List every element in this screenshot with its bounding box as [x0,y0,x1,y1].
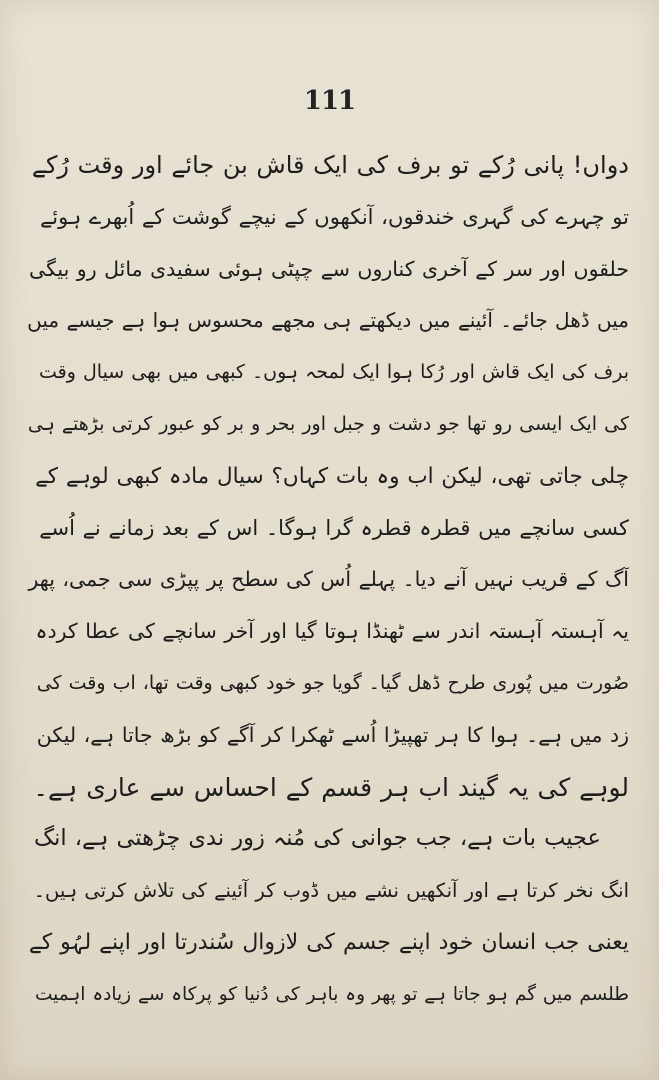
text-line: یہ آہستہ آہستہ اندر سے ٹھنڈا ہوتا گیا اور آخر سانچے کی عطا کردہ [35,619,629,644]
text-line: انگ نخر کرتا ہے اور آنکھیں نشے میں ڈوب کر آئینے کی تلاش کرتی ہیں۔ [33,879,629,903]
text-line: کی ایک ایسی رو تھا جو دشت و جبل اور بحر و بر کو عبور کرتی بڑھتے ہی [27,412,629,435]
text-line: یعنی جب انسان خود اپنے جسم کی لازوال سُندرتا اور اپنے لہُو کے [28,929,629,955]
text-line: زد میں ہے۔ ہوا کا ہر تھپیڑا اُسے ٹھکرا کر آگے کو بڑھ جاتا ہے، لیکن [36,722,629,747]
text-line: دواں! پانی رُکے تو برف کی ایک قاش بن جائے اور وقت رُکے [31,151,629,179]
text-line: لوہے کی یہ گیند اب ہر قسم کے احساس سے عاری ہے۔ [33,772,629,802]
text-line: طلسم میں گم ہو جاتا ہے تو پھر وہ باہر کی دُنیا کو پرکاہ سے زیادہ اہمیت [35,983,629,1005]
text-line: حلقوں اور سر کے آخری کناروں سے چپٹی ہوئی سفیدی مائل رو بیگی [28,256,629,281]
text-line: برف کی ایک قاش اور رُکا ہوا ایک لمحہ ہوں۔ کبھی میں بھی سیال وقت [39,361,629,384]
text-line: کسی سانچے میں قطرہ قطرہ گرا ہوگا۔ اس کے بعد زمانے نے اُسے [39,515,629,540]
text-line: تو چہرے کی گہری خندقوں، آنکھوں کے نیچے گوشت کے اُبھرے ہوئے [39,204,629,229]
paragraph-start-line: عجیب بات ہے، جب جوانی کی مُنہ زور ندی چڑھتی ہے، انگ [33,825,601,852]
text-line: صُورت میں پُوری طرح ڈھل گیا۔ گویا جو خود کبھی وقت تھا، اب وقت کی [36,671,629,694]
text-line: میں ڈھل جائے۔ آئینے میں دیکھتے ہی مجھے محسوس ہوا ہے جیسے میں [27,308,629,333]
text-line: آگ کے قریب نہیں آنے دیا۔ پہلے اُس کی سطح پر پپڑی سی جمی، پھر [28,567,629,592]
text-line: چلی جاتی تھی، لیکن اب وہ بات کہاں؟ سیال مادہ کبھی لوہے کے [35,463,629,489]
page-body-text [27,140,629,1021]
page-number: 111 [303,86,356,116]
